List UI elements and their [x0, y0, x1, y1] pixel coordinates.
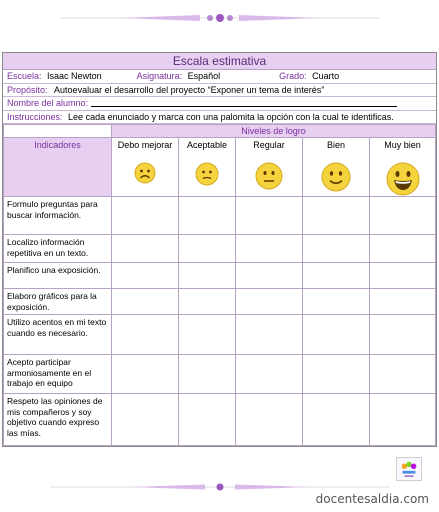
rating-cell[interactable]: [303, 355, 370, 394]
level-label: Debo mejorar: [117, 140, 173, 150]
indicator-text: Acepto participar armoniosamente en el trabajo en equipo: [4, 355, 112, 394]
info-row-instructions: [3, 111, 436, 125]
rating-cell[interactable]: [370, 197, 436, 235]
rating-cell[interactable]: [179, 315, 236, 355]
rating-cell[interactable]: [236, 289, 303, 315]
rating-cell[interactable]: [112, 394, 179, 446]
rating-cell[interactable]: [112, 235, 179, 263]
rating-cell[interactable]: [303, 197, 370, 235]
info-row-student-name: [3, 97, 436, 111]
level-label: Bien: [326, 140, 345, 150]
rating-cell[interactable]: [303, 263, 370, 289]
table-row: [4, 355, 436, 394]
level-header-bien: [303, 138, 370, 197]
indicator-text: Planifico una exposición.: [4, 263, 112, 289]
level-header-aceptable: [179, 138, 236, 197]
grado-value: Cuarto: [312, 71, 340, 81]
indicator-text: Respeto las opiniones de mis compañeros y soy objetivo cuando expreso las mías.: [4, 394, 112, 446]
nombre-label: Nombre del alumno:: [7, 98, 89, 108]
rating-cell[interactable]: [236, 355, 303, 394]
instrucciones-value: Lee cada enunciado y marca con una palomita la opción con la cual te identificas.: [68, 111, 394, 122]
table-row: [4, 197, 436, 235]
escuela-label: Escuela:: [7, 71, 42, 81]
rating-cell[interactable]: [236, 394, 303, 446]
big-grin-face-icon: [386, 162, 420, 196]
table-row: [4, 235, 436, 263]
rating-cell[interactable]: [236, 263, 303, 289]
rating-cell[interactable]: [303, 315, 370, 355]
table-row: [4, 394, 436, 446]
smile-face-icon: [321, 162, 351, 192]
sad-face-icon: [134, 162, 156, 184]
rating-cell[interactable]: [179, 394, 236, 446]
footer-site-name: docentesaldia.com: [315, 492, 429, 506]
header-blank-cell: [4, 125, 112, 138]
rating-cell[interactable]: [179, 197, 236, 235]
table-row: [4, 263, 436, 289]
rating-cell[interactable]: [370, 289, 436, 315]
info-row-purpose: [3, 84, 436, 98]
rating-cell[interactable]: [236, 315, 303, 355]
rating-cell[interactable]: [179, 355, 236, 394]
level-header-muy-bien: [370, 138, 436, 197]
table-header-row: [4, 138, 436, 197]
grado-label: Grado:: [279, 71, 307, 81]
niveles-header: Niveles de logro: [112, 125, 436, 138]
brand-logo-icon: [396, 457, 422, 481]
rating-cell[interactable]: [112, 315, 179, 355]
asignatura-value: Español: [187, 71, 221, 81]
level-label: Aceptable: [186, 140, 228, 150]
rating-cell[interactable]: [112, 355, 179, 394]
evaluation-sheet: [2, 52, 437, 447]
rating-cell[interactable]: [112, 197, 179, 235]
rating-cell[interactable]: [112, 263, 179, 289]
rating-cell[interactable]: [303, 289, 370, 315]
rating-cell[interactable]: [236, 197, 303, 235]
rating-cell[interactable]: [303, 235, 370, 263]
asignatura-label: Asignatura:: [136, 71, 183, 81]
level-label: Muy bien: [384, 140, 421, 150]
rating-cell[interactable]: [179, 289, 236, 315]
table-row: [4, 289, 436, 315]
student-name-field[interactable]: [91, 98, 397, 107]
level-label: Regular: [253, 140, 285, 150]
level-header-debo-mejorar: [112, 138, 179, 197]
indicator-text: Utilizo acentos en mi texto cuando es necesario.: [4, 315, 112, 355]
indicator-text: Formulo preguntas para buscar información.: [4, 197, 112, 235]
top-divider-ornament: [0, 12, 439, 24]
table-row: [4, 315, 436, 355]
rating-cell[interactable]: [370, 315, 436, 355]
rating-cell[interactable]: [370, 235, 436, 263]
rating-cell[interactable]: [179, 235, 236, 263]
proposito-label: Propósito:: [7, 84, 48, 95]
rating-cell[interactable]: [236, 235, 303, 263]
rating-table: [3, 124, 436, 446]
rating-cell[interactable]: [112, 289, 179, 315]
indicator-text: Elaboro gráficos para la exposición.: [4, 289, 112, 315]
proposito-value: Autoevaluar el desarrollo del proyecto “Exponer un tema de interés”: [54, 84, 325, 95]
table-header-levels-row: [4, 125, 436, 138]
rating-cell[interactable]: [303, 394, 370, 446]
rating-cell[interactable]: [370, 355, 436, 394]
rating-cell[interactable]: [370, 263, 436, 289]
level-header-regular: [236, 138, 303, 197]
instrucciones-label: Instrucciones:: [7, 111, 63, 122]
neutral-face-icon: [255, 162, 283, 190]
indicadores-header: Indicadores: [4, 138, 112, 197]
rating-cell[interactable]: [370, 394, 436, 446]
info-row-school: [3, 70, 436, 84]
sheet-title: Escala estimativa: [3, 53, 436, 70]
escuela-value: Isaac Newton: [47, 71, 102, 81]
slight-frown-face-icon: [195, 162, 219, 186]
rating-cell[interactable]: [179, 263, 236, 289]
indicator-text: Localizo información repetitiva en un texto.: [4, 235, 112, 263]
